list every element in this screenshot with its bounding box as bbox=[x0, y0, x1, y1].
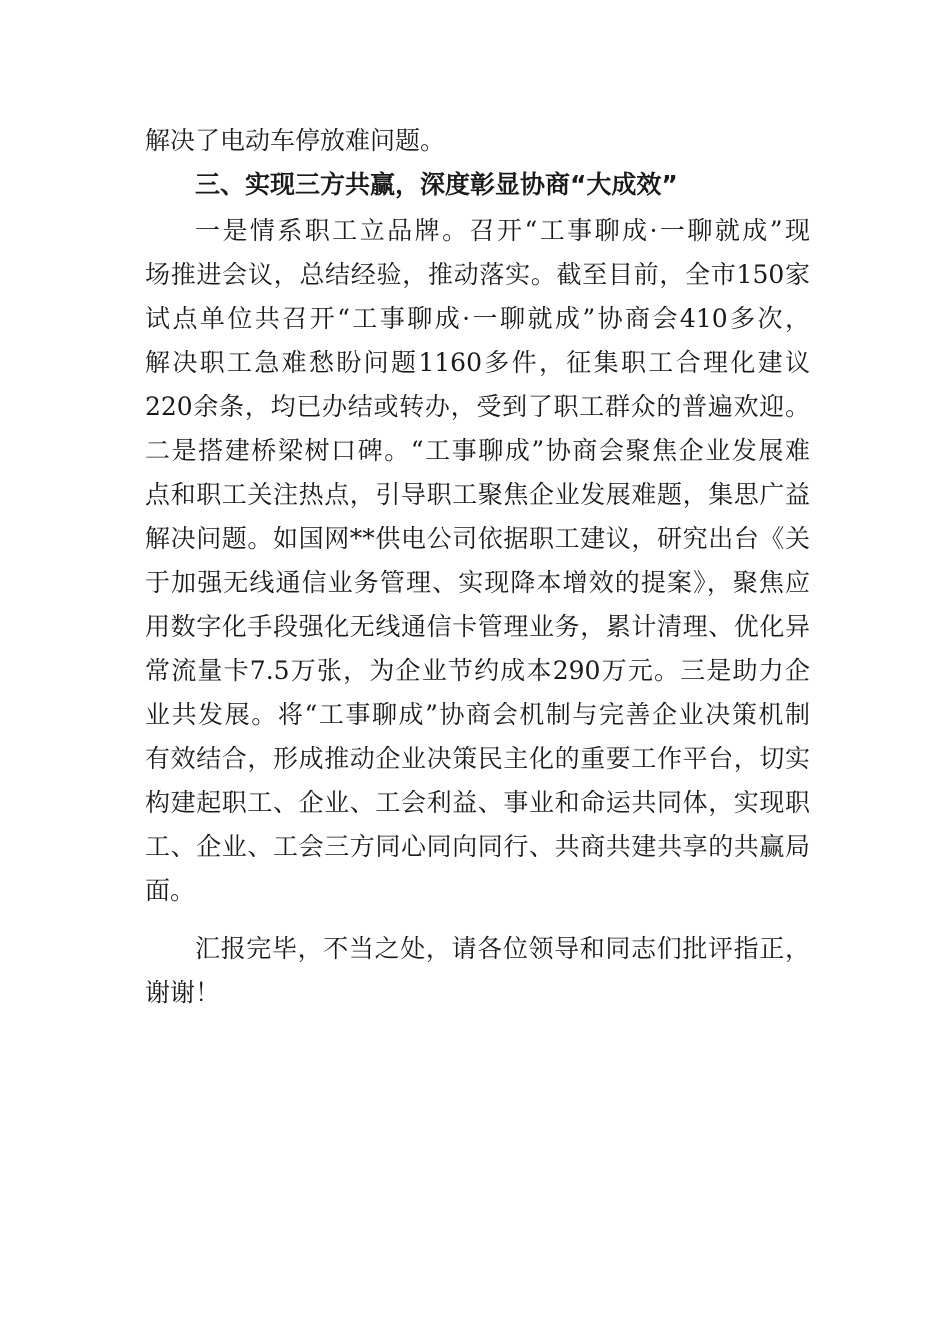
paragraph-line-1: 解决了电动车停放难问题。 bbox=[145, 126, 446, 155]
paragraph-line-8: 二是搭建桥梁树口碑。“工事聊成”协商会聚焦企业发展难 bbox=[145, 436, 810, 465]
paragraph-line-18: 面。 bbox=[145, 876, 196, 905]
paragraph-line-3: 一是情系职工立品牌。召开“工事聊成·一聊就成”现 bbox=[195, 216, 810, 245]
section-heading: 三、实现三方共赢，深度彰显协商“大成效” bbox=[195, 170, 678, 199]
paragraph-line-10: 解决问题。如国网**供电公司依据职工建议，研究出台《关 bbox=[145, 524, 810, 553]
paragraph-line-9: 点和职工关注热点，引导职工聚焦企业发展难题，集思广益 bbox=[145, 480, 810, 509]
paragraph-line-14: 业共发展。将“工事聊成”协商会机制与完善企业决策机制 bbox=[145, 700, 810, 729]
paragraph-line-5: 试点单位共召开“工事聊成·一聊就成”协商会410多次， bbox=[145, 304, 810, 333]
paragraph-line-11: 于加强无线通信业务管理、实现降本增效的提案》，聚焦应 bbox=[145, 568, 810, 597]
paragraph-line-4: 场推进会议，总结经验，推动落实。截至目前，全市150家 bbox=[145, 260, 810, 289]
paragraph-line-16: 构建起职工、企业、工会利益、事业和命运共同体，实现职 bbox=[145, 788, 810, 817]
paragraph-line-6: 解决职工急难愁盼问题1160多件，征集职工合理化建议 bbox=[145, 348, 810, 377]
paragraph-line-7: 220余条，均已办结或转办，受到了职工群众的普遍欢迎。 bbox=[145, 392, 810, 421]
closing-line-2: 谢谢！ bbox=[145, 978, 221, 1007]
paragraph-line-17: 工、企业、工会三方同心同向同行、共商共建共享的共赢局 bbox=[145, 832, 810, 861]
paragraph-line-13: 常流量卡7.5万张，为企业节约成本290万元。三是助力企 bbox=[145, 656, 810, 685]
paragraph-line-12: 用数字化手段强化无线通信卡管理业务，累计清理、优化异 bbox=[145, 612, 810, 641]
closing-line-1: 汇报完毕，不当之处，请各位领导和同志们批评指正， bbox=[195, 934, 810, 963]
paragraph-line-15: 有效结合，形成推动企业决策民主化的重要工作平台，切实 bbox=[145, 744, 810, 773]
